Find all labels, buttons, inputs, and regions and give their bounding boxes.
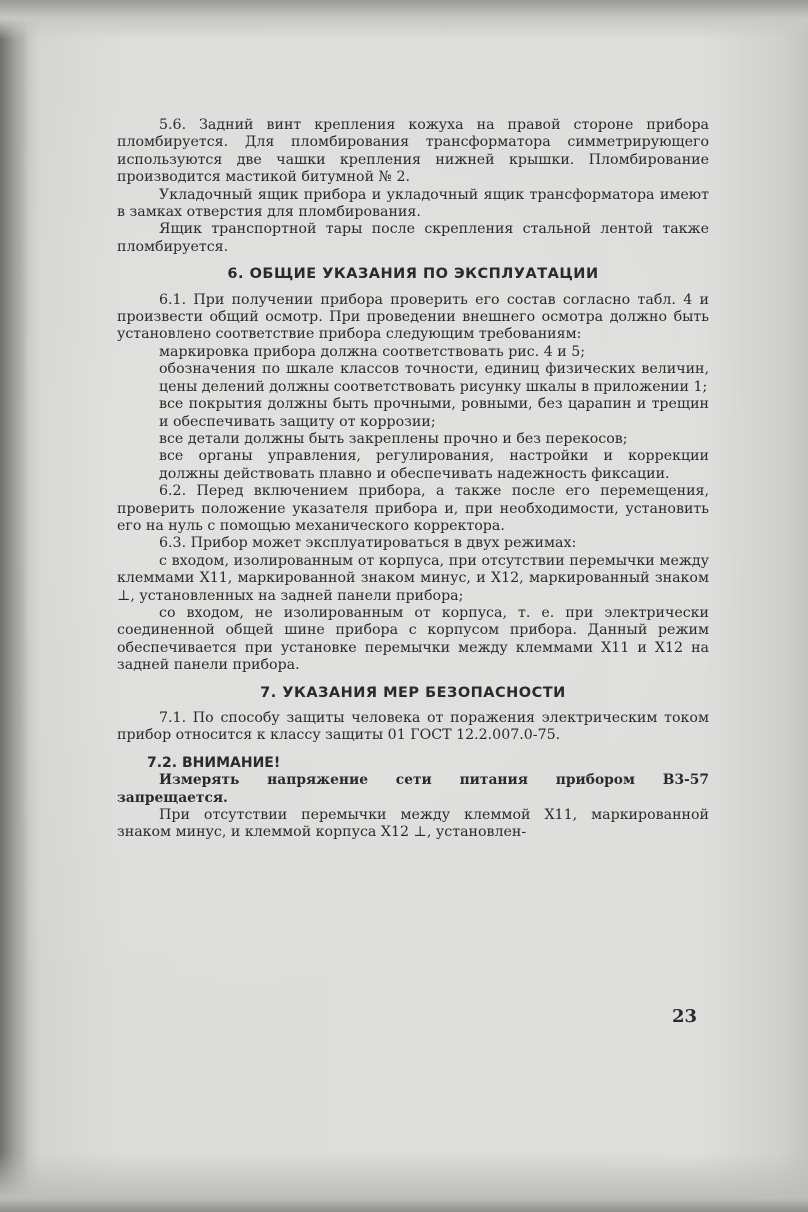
page-number: 23 [672,1006,698,1027]
bottom-edge-shadow [0,1152,808,1212]
requirement-item: все органы управления, регулирования, настройки и коррекции должны действовать плавно и обеспечивать надежность фиксации. [159,448,709,482]
requirement-item: все детали должны быть закреплены прочно и без перекосов; [159,430,628,447]
section-6-heading: 6. ОБЩИЕ УКАЗАНИЯ ПО ЭКСПЛУАТАЦИИ [227,266,599,283]
warning-title: 7.2. ВНИМАНИЕ! [147,754,281,771]
paragraph-5-6: 5.6. Задний винт крепления кожуха на правой стороне прибора пломбируется. Для пломбирования трансформатора симметрирующего используются две чашки крепления нижней крышки. Пломбирование производится мастикой битумной № 2. [117,117,709,186]
paragraph-6-2: 6.2. Перед включением прибора, а также после его перемещения, проверить положение указателя прибора и, при необходимости, установить его на нуль с помощью механического корректора. [117,483,709,534]
top-edge-shadow [0,0,808,40]
paragraph-6-3-mode-isolated: с входом, изолированным от корпуса, при отсутствии перемычки между клеммами X11, маркированной знаком минус, и X12, маркированный знаком ⊥, установленных на задней панели прибора; [117,552,709,604]
paragraph-6-3-mode-grounded: со входом, не изолированным от корпуса, т. е. при электрически соединенной общей шине прибора с корпусом прибора. Данный режим обеспечивается при установке перемычки между клеммами X11 и X12 на задней панели прибора. [117,604,709,674]
document-body [117,117,709,842]
requirement-item: маркировка прибора должна соответствовать рис. 4 и 5; [159,343,586,360]
paragraph-packing-box: Укладочный ящик прибора и укладочный ящик трансформатора имеют в замках отверстия для пломбирования. [117,186,709,221]
warning-text: Измерять напряжение сети питания прибором В3-57 запрещается. [117,772,709,806]
paragraph-7-2-continued: При отсутствии перемычки между клеммой X11, маркированной знаком минус, и клеммой корпуса X12 ⊥, установлен- [117,807,709,841]
requirement-item: обозначения по шкале классов точности, единиц физических величин, цены делений должны соответствовать рисунку шкалы в приложении 1; [159,361,709,395]
requirement-item: все покрытия должны быть прочными, ровными, без царапин и трещин и обеспечивать защиту от коррозии; [159,396,709,430]
section-7-heading: 7. УКАЗАНИЯ МЕР БЕЗОПАСНОСТИ [260,684,566,701]
paragraph-6-3: 6.3. Прибор может эксплуатироваться в двух режимах: [159,535,577,552]
paragraph-7-1: 7.1. По способу защиты человека от поражения электрическим током прибор относится к классу защиты 01 ГОСТ 12.2.007.0-75. [117,710,709,744]
paragraph-6-1: 6.1. При получении прибора проверить его состав согласно табл. 4 и произвести общий осмотр. При проведении внешнего осмотра должно быть установлено соответствие прибора следующим требованиям: [117,291,709,343]
page-binding-shadow [0,0,28,1212]
paragraph-transport-box: Ящик транспортной тары после скрепления стальной лентой также пломбируется. [117,221,709,255]
